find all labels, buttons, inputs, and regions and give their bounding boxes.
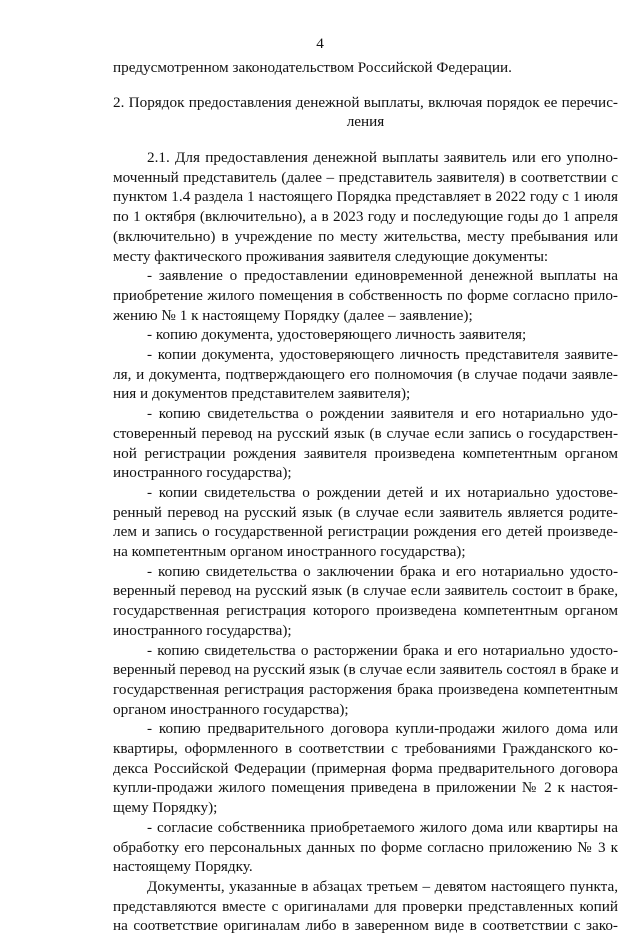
- text-line: ренный перевод на русский язык (в случае если заявитель является родите-: [113, 503, 618, 521]
- text-line: на соответствие оригиналам либо в заверенном виде в соответствии с зако-: [113, 917, 618, 935]
- text-line: - согласие собственника приобретаемого жилого дома или квартиры на: [147, 818, 618, 836]
- text-line: государственная регистрация расторжения брака произведена компетентным: [113, 680, 618, 698]
- section-heading-line: ления: [346, 113, 385, 130]
- text-line: государственная регистрация которого произведена компетентным органом: [113, 602, 618, 620]
- text-line: настоящему Порядку.: [113, 858, 253, 876]
- text-line: иностранного государства);: [113, 621, 292, 639]
- text-line: - копию свидетельства о заключении брака и его нотариально удосто-: [147, 562, 618, 580]
- page-number: 4: [316, 35, 324, 52]
- text-line: моченный представитель (далее – представитель заявителя) в соответствии с: [113, 168, 618, 186]
- text-line: предусмотренном законодательством Российской Федерации.: [113, 59, 512, 76]
- text-line: веренный перевод на русский язык (в случае если заявитель состоит в браке,: [113, 582, 618, 600]
- text-line: на компетентным органом иностранного государства);: [113, 543, 466, 560]
- text-line: ля, и документа, подтверждающего его полномочия (в случае подачи заявле-: [113, 365, 618, 383]
- text-line: щему Порядку);: [113, 799, 218, 817]
- text-line: иностранного государства);: [113, 464, 292, 482]
- text-line: - копию свидетельства о рождении заявителя и его нотариально удо-: [147, 405, 618, 423]
- text-line: купли-продажи жилого помещения приведена в приложении № 2 к настоя-: [113, 779, 618, 797]
- text-line: - копии свидетельства о рождении детей и их нотариально удостове-: [147, 483, 618, 501]
- text-line: - копию предварительного договора купли-продажи жилого дома или: [147, 720, 618, 738]
- text-line: пунктом 1.4 раздела 1 настоящего Порядка представляет в 2022 году с 1 июля: [113, 188, 618, 206]
- text-line: (включительно) в учреждение по месту жительства, месту пребывания или: [113, 227, 618, 245]
- text-line: органом иностранного государства);: [113, 700, 349, 718]
- text-line: лем и запись о государственной регистрации рождения его детей произведе-: [113, 523, 618, 541]
- text-line: - копию свидетельства о расторжении брака и его нотариально удосто-: [147, 641, 618, 659]
- text-line: обработку его персональных данных по форме согласно приложению № 3 к: [113, 838, 618, 856]
- text-line: месту фактического проживания заявителя следующие документы:: [113, 247, 549, 265]
- text-line: 2.1. Для предоставления денежной выплаты заявитель или его уполно-: [147, 149, 618, 166]
- text-line: ния и документов представителем заявителя);: [113, 385, 411, 403]
- text-line: Документы, указанные в абзацах третьем – девятом настоящего пункта,: [147, 877, 618, 895]
- text-line: квартиры, оформленного в соответствии с требованиями Гражданского ко-: [113, 740, 618, 757]
- text-line: жению № 1 к настоящему Порядку (далее – заявление);: [113, 306, 473, 324]
- section-heading-line: 2. Порядок предоставления денежной выплаты, включая порядок ее перечис-: [113, 94, 618, 111]
- text-line: стоверенный перевод на русский язык (в случае если запись о государствен-: [113, 424, 618, 442]
- text-line: - копию документа, удостоверяющего личность заявителя;: [147, 326, 527, 344]
- text-line: - копии документа, удостоверяющего личность представителя заявите-: [147, 346, 618, 363]
- text-line: - заявление о предоставлении единовременной денежной выплаты на: [147, 267, 618, 285]
- text-line: по 1 октября (включительно), а в 2023 году и последующие годы до 1 апреля: [113, 208, 618, 226]
- text-line: приобретение жилого помещения в собственность по форме согласно прило-: [113, 286, 618, 304]
- text-line: декса Российской Федерации (примерная форма предварительного договора: [113, 759, 618, 777]
- text-line: ной регистрации рождения заявителя произведена компетентным органом: [113, 444, 618, 462]
- text-line: представляются вместе с оригиналами для проверки представленных копий: [113, 897, 618, 915]
- text-line: веренный перевод на русский язык (в случае если заявитель состоял в браке и: [113, 661, 619, 679]
